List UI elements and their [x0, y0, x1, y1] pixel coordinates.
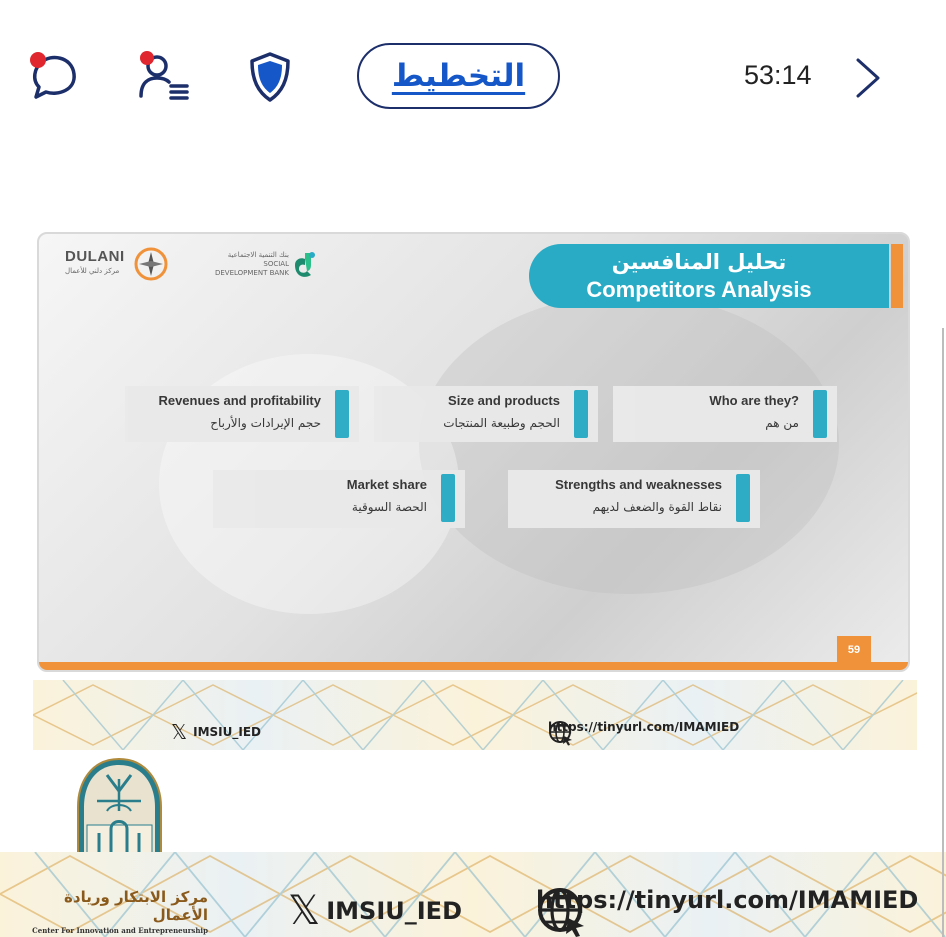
bank-logo-text: بنك التنمية الاجتماعية SOCIAL DEVELOPMENT BANK [214, 250, 289, 277]
card-accent-bar [441, 474, 455, 522]
topic-card [213, 470, 465, 528]
top-bar [0, 0, 946, 150]
card-title-arabic: من هم [765, 416, 799, 430]
globe-icon [536, 886, 588, 937]
card-title-arabic: الحجم وطبيعة المنتجات [443, 416, 560, 430]
user-list-icon[interactable] [135, 50, 191, 102]
x-logo-icon: 𝕏 [171, 720, 188, 744]
card-accent-bar [813, 390, 827, 438]
card-title-english: Strengths and weaknesses [555, 477, 722, 492]
card-title-english: Size and products [448, 393, 560, 408]
title-accent-bar [891, 244, 903, 308]
footer-pattern-strip-large [0, 852, 946, 937]
card-title-english: Who are they? [709, 393, 799, 408]
geometric-pattern [33, 680, 917, 750]
slide-title-arabic: تحليل المنافسين [611, 250, 787, 274]
page-title[interactable]: التخطيط [357, 43, 560, 109]
slide-title-banner [529, 244, 889, 308]
slide-bottom-bar [39, 662, 908, 670]
card-title-english: Market share [346, 477, 427, 492]
compass-icon [133, 246, 169, 282]
chat-icon[interactable] [28, 50, 80, 102]
card-accent-bar [736, 474, 750, 522]
timer-text: 53:14 [744, 60, 812, 90]
card-title-english: Revenues and profitability [158, 393, 321, 408]
chevron-right-icon[interactable] [852, 56, 882, 100]
website-link-large[interactable]: https://tinyurl.com/IMAMIED [536, 886, 918, 914]
organization-name-arabic: مركز الابتكار وريادة الأعمال [64, 888, 208, 924]
topic-card [508, 470, 760, 528]
card-title-arabic: الحصة السوقية [351, 500, 427, 514]
organization-name-english: Center For Innovation and Entrepreneurship [32, 926, 208, 935]
x-handle-small[interactable]: 𝕏 IMSIU_IED [171, 720, 262, 744]
bank-logo [209, 248, 319, 280]
card-title-arabic: نقاط القوة والضعف لديهم [592, 500, 722, 514]
dulani-logo [65, 246, 173, 280]
card-accent-bar [574, 390, 588, 438]
topic-card [613, 386, 837, 442]
dulani-logo-text: DULANI [65, 248, 125, 265]
footer-pattern-strip [33, 680, 917, 750]
slide-title-english: Competitors Analysis [586, 277, 812, 302]
slide-page-number: 59 [837, 636, 871, 664]
x-logo-icon: 𝕏 [288, 888, 321, 934]
slide-background-shape [419, 294, 839, 594]
topic-card [125, 386, 359, 442]
organization-name [4, 888, 208, 935]
topic-card [374, 386, 598, 442]
bank-logo-mark [293, 251, 315, 277]
shield-icon[interactable] [248, 52, 292, 102]
presentation-slide [37, 232, 910, 672]
scrollbar-track[interactable] [942, 328, 944, 937]
dulani-logo-subtitle: مركز دلني للأعمال [65, 267, 120, 275]
card-title-arabic: حجم الإيرادات والأرباح [210, 416, 321, 430]
card-accent-bar [335, 390, 349, 438]
x-handle-large[interactable]: 𝕏 IMSIU_IED [288, 888, 462, 934]
globe-icon [548, 720, 574, 746]
website-link-small[interactable]: https://tinyurl.com/IMAMIED [548, 720, 739, 734]
